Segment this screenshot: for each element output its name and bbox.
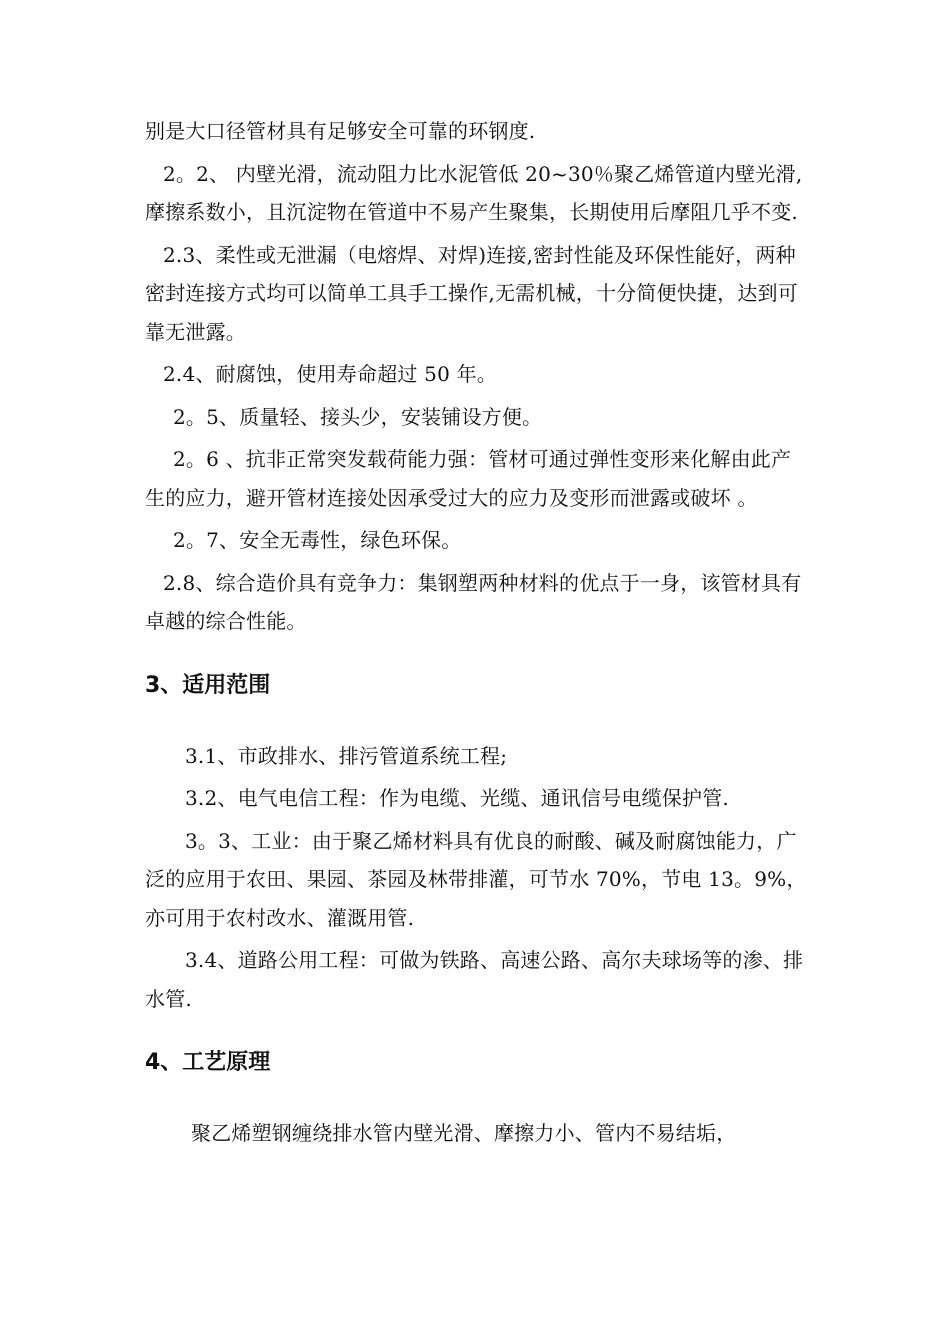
paragraph-3-2: 3.2、电气电信工程：作为电缆、光缆、通讯信号电缆保护管. [185,786,729,810]
paragraph-4-1: 聚乙烯塑钢缠绕排水管内壁光滑、摩擦力小、管内不易结垢， [191,1121,737,1145]
paragraph-3-4: 3.4、道路公用工程：可做为铁路、高速公路、高尔夫球场等的渗、排水管. [145,948,804,1011]
paragraph-2-4: 2.4、耐腐蚀，使用寿命超过 50 年。 [163,362,497,386]
paragraph-2-8: 2.8、综合造价具有竞争力：集钢塑两种材料的优点于一身，该管材具有卓越的综合性能。 [145,570,802,633]
paragraph-ring-stiffness: 别是大口径管材具有足够安全可靠的环钢度. [145,119,536,143]
paragraph-2-5: 2。5、质量轻、接头少，安装铺设方便。 [173,404,543,429]
section-3-heading: 3、适用范围 [145,672,271,698]
paragraph-2-2: 2。2、 内壁光滑，流动阻力比水泥管低 20~30％聚乙烯管道内壁光滑,摩擦系数小，且沉淀物在管道中不易产生聚集，长期使用后摩阻几乎不变. [145,161,803,224]
paragraph-3-3: 3。3、工业：由于聚乙烯材料具有优良的耐酸、碱及耐腐蚀能力，广泛的应用于农田、果园、茶园及林带排灌，可节水 70%，节电 13。9%，亦可用于农村改水、灌溉用管. [145,828,807,930]
paragraph-2-3: 2.3、柔性或无泄漏（电熔焊、对焊)连接,密封性能及环保性能好，两种密封连接方式均可以简单工具手工操作,无需机械，十分简便快捷，达到可靠无泄露。 [145,242,798,344]
section-4-heading: 4、工艺原理 [145,1050,271,1075]
document-page [145,112,810,1157]
paragraph-2-6: 2。6 、抗非正常突发载荷能力强：管材可通过弹性变形来化解由此产生的应力，避开管材连接处因承受过大的应力及变形而泄露或破坏 。 [145,447,792,510]
paragraph-2-7: 2。7、安全无毒性，绿色环保。 [173,528,462,552]
paragraph-3-1: 3.1、市政排水、排污管道系统工程; [185,743,508,768]
